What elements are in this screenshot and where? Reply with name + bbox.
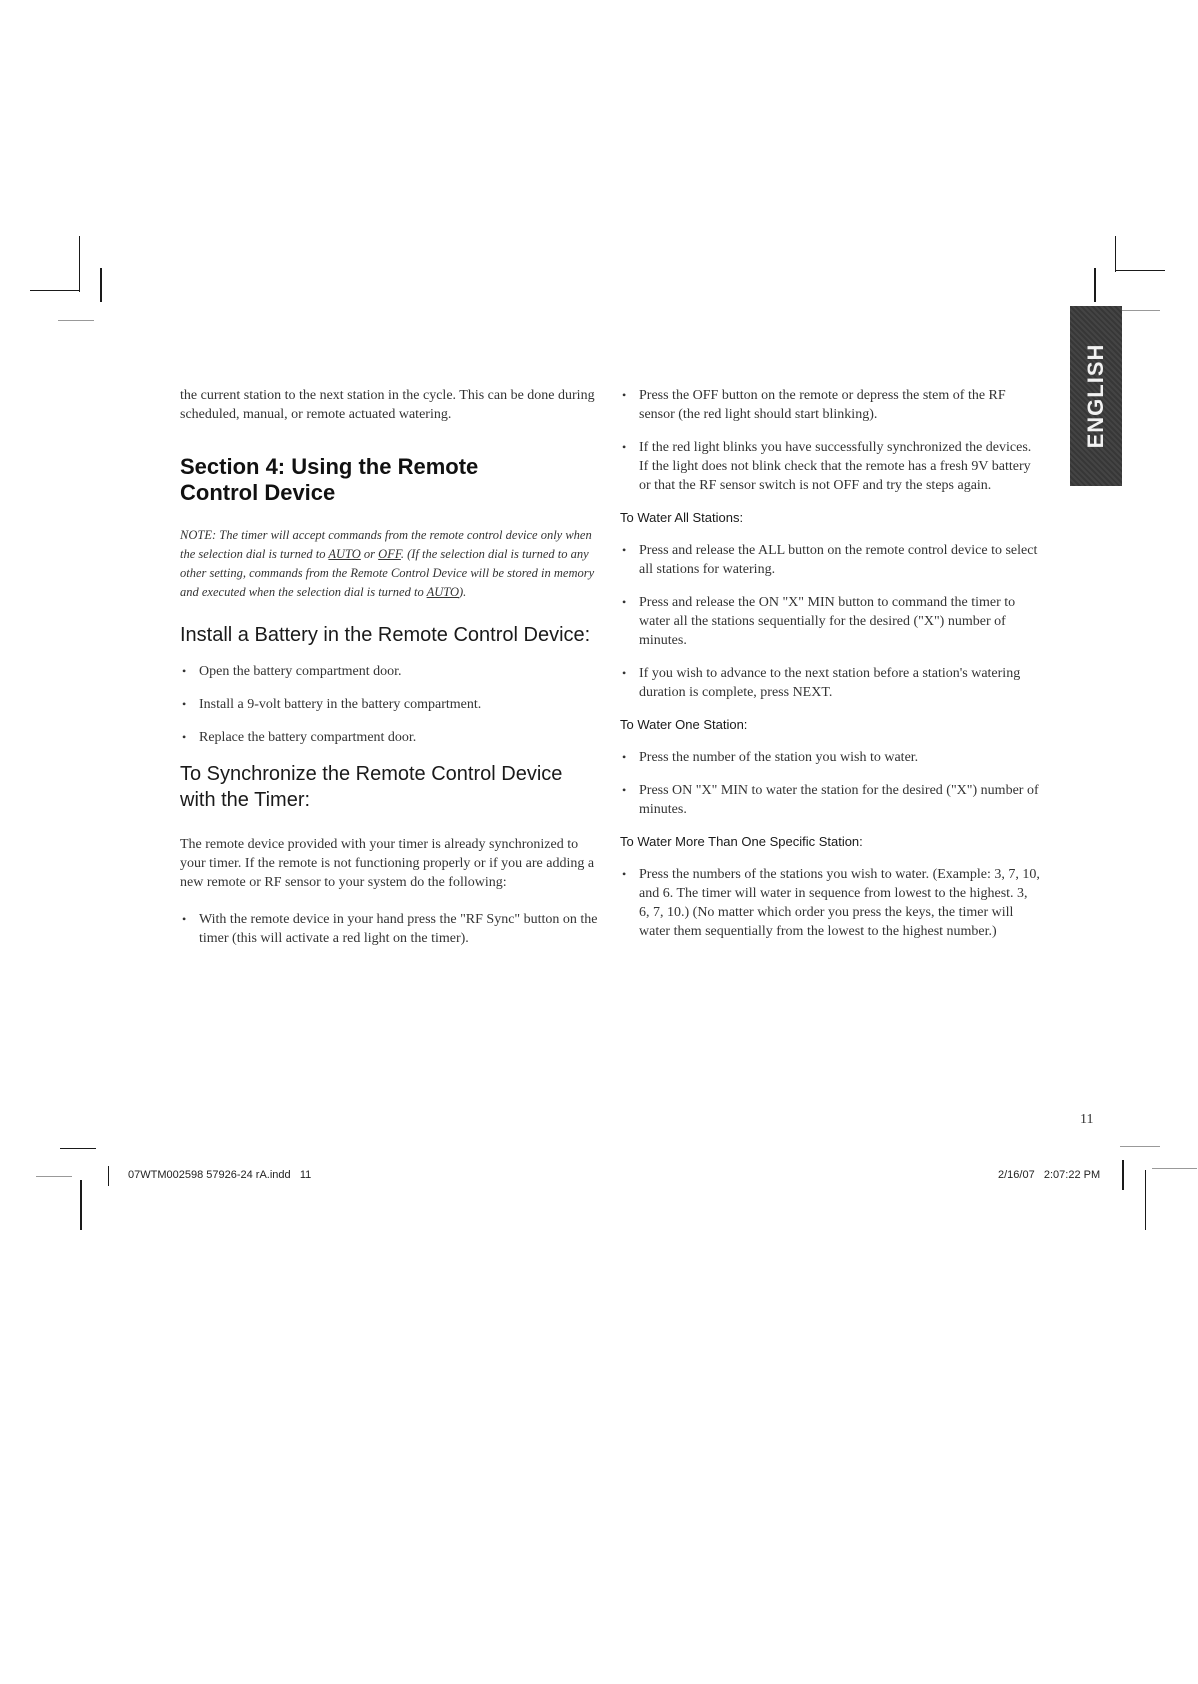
list-item: • Press ON "X" MIN to water the station for the desired ("X") number of minutes. — [622, 783, 1039, 817]
water-more-list — [620, 865, 1040, 941]
bullet-icon: • — [182, 664, 187, 678]
water-all-heading: To Water All Stations: — [620, 510, 744, 525]
sync-list — [180, 910, 600, 948]
bullet-icon: • — [622, 867, 627, 881]
auto-setting: AUTO — [426, 585, 460, 599]
list-item: • Install a 9-volt battery in the battery compartment. — [182, 697, 482, 712]
section-title-line: Control Device — [180, 480, 336, 505]
bullet-icon: • — [182, 697, 187, 711]
off-setting: OFF — [378, 547, 401, 561]
bullet-icon: • — [182, 730, 187, 744]
language-tab — [1070, 306, 1122, 486]
crop-mark — [60, 1148, 96, 1149]
list-item: • Press the numbers of the stations you wish to water. (Example: 3, 7, 10, and 6. The timer will water in sequence from lowest to the highest. 3, 6, 7, 10.) (No matter which order you press the keys, the timer will water them sequentially from the lowest to the highest number.) — [622, 867, 1040, 939]
water-more-heading: To Water More Than One Specific Station: — [620, 834, 863, 849]
bullet-icon: • — [622, 750, 627, 764]
list-item: • Replace the battery compartment door. — [182, 730, 417, 745]
footer-timestamp: 2/16/07 2:07:22 PM — [998, 1169, 1101, 1181]
list-item: • If you wish to advance to the next station before a station's watering duration is complete, press NEXT. — [622, 666, 1021, 700]
language-tab-label: ENGLISH — [1083, 343, 1108, 449]
list-item: • If the red light blinks you have successfully synchronized the devices. If the light does not blink check that the remote has a fresh 9V battery or that the RF sensor switch is not OFF and try the steps again. — [622, 440, 1032, 493]
crop-mark — [58, 320, 94, 321]
right-column — [620, 386, 1040, 955]
bullet-icon: • — [622, 388, 627, 402]
crop-mark — [1120, 310, 1160, 311]
crop-mark — [1120, 1146, 1160, 1147]
crop-mark — [79, 236, 80, 292]
auto-setting: AUTO — [328, 547, 361, 561]
bullet-icon: • — [622, 440, 627, 454]
water-all-list — [620, 541, 1040, 702]
sync-paragraph: The remote device provided with your timer is already synchronized to your timer. If the remote is not functioning properly or if you are adding a new remote or RF sensor to your system do the following: — [180, 837, 595, 890]
list-item: • Press the number of the station you wish to water. — [622, 750, 919, 765]
left-column — [180, 386, 600, 962]
crop-mark — [1115, 270, 1165, 271]
crop-mark — [80, 1180, 82, 1230]
section-title-line: Section 4: Using the Remote — [180, 454, 479, 479]
crop-mark — [1094, 268, 1096, 302]
note-paragraph: NOTE: The timer will accept commands from the remote control device only when the selection dial is turned to AUTO or OFF. (If the selection dial is turned to any other setting, commands from the Remote Control Device will be stored in memory and executed when the selection dial is turned to AUTO). — [180, 528, 595, 599]
footer-file-name: 07WTM002598 57926-24 rA.indd 11 — [128, 1169, 312, 1181]
list-item: • With the remote device in your hand press the "RF Sync" button on the timer (this will activate a red light on the timer). — [182, 912, 598, 946]
bullet-icon: • — [622, 543, 627, 557]
water-one-list — [620, 748, 1040, 819]
bullet-icon: • — [622, 666, 627, 680]
install-heading: Install a Battery in the Remote Control Device: — [180, 624, 591, 646]
page-number: 11 — [1080, 1112, 1094, 1127]
crop-mark — [100, 268, 102, 302]
sync-heading: To Synchronize the Remote Control Device with the Timer: — [180, 763, 563, 811]
crop-mark — [1145, 1170, 1146, 1230]
install-list — [180, 662, 600, 747]
section-title — [180, 454, 600, 506]
crop-mark — [36, 1176, 72, 1177]
crop-mark — [1152, 1168, 1197, 1169]
sync-steps-list — [620, 386, 1040, 495]
intro-paragraph: the current station to the next station in the cycle. This can be done during scheduled, manual, or remote actuated watering. — [180, 388, 595, 422]
crop-mark — [1115, 236, 1116, 272]
crop-mark — [108, 1166, 109, 1186]
list-item: • Open the battery compartment door. — [182, 664, 402, 679]
list-item: • Press and release the ALL button on the remote control device to select all stations for watering. — [622, 543, 1038, 577]
bullet-icon: • — [182, 912, 187, 926]
crop-mark — [1122, 1160, 1124, 1190]
list-item: • Press and release the ON "X" MIN button to command the timer to water all the stations sequentially for the desired ("X") number of minutes. — [622, 595, 1016, 648]
water-one-heading: To Water One Station: — [620, 717, 748, 732]
bullet-icon: • — [622, 595, 627, 609]
bullet-icon: • — [622, 783, 627, 797]
crop-mark — [30, 290, 80, 291]
list-item: • Press the OFF button on the remote or depress the stem of the RF sensor (the red light should start blinking). — [622, 388, 1006, 422]
